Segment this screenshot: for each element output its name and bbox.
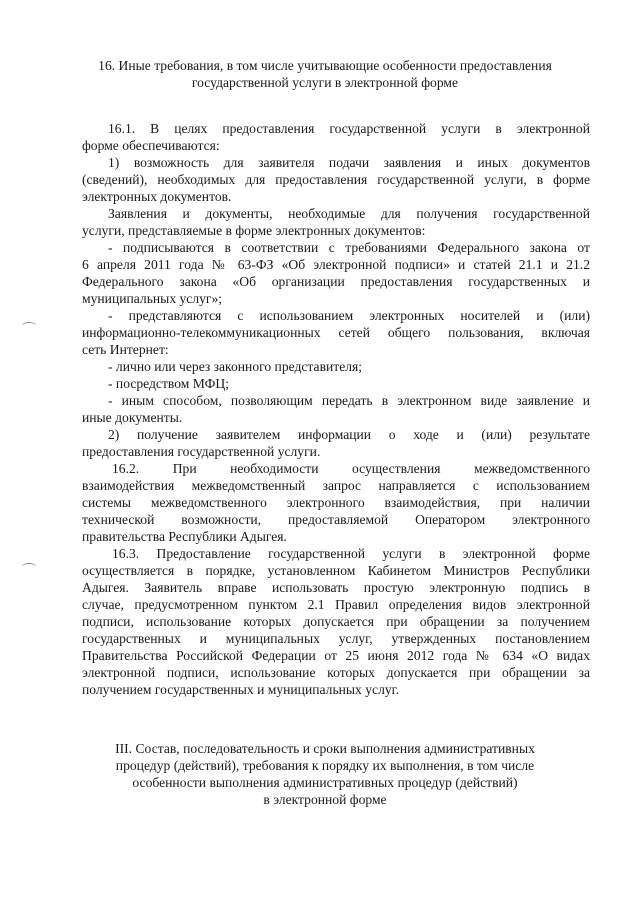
body-line: взаимодействия межведомственный запрос направляется с использованием (82, 478, 590, 493)
body-line: информационно-телекоммуникационных сетей общего пользования, включая (82, 325, 590, 340)
scan-mark (22, 563, 36, 570)
body-line: Правительства Российской Федерации от 25 июня 2012 года № 634 «О видах (82, 648, 590, 663)
body-line: подписи, использование которых допускается при обращении за получением (82, 614, 590, 629)
body-line: государственных и муниципальных услуг, утвержденных постановлением (82, 631, 590, 646)
section-III-heading-line-4: в электронной форме (263, 792, 387, 807)
body-line: муниципальных услуг»; (82, 291, 223, 306)
section-16-heading (60, 57, 590, 91)
body-line: системы межведомственного электронного взаимодействия, при наличии (82, 495, 590, 510)
body-line: 1) возможность для заявителя подачи заявления и иных документов (108, 155, 590, 170)
section-III-heading-line-2: процедур (действий), требования к порядку их выполнения, в том числе (115, 758, 535, 773)
section-III-heading (60, 740, 590, 808)
body-line: 16.2. При необходимости осуществления межведомственного (112, 461, 590, 476)
body-line: - лично или через законного представителя; (108, 359, 363, 374)
section-16-heading-line-1: 16. Иные требования, в том числе учитывающие особенности предоставления (98, 58, 552, 73)
body-line: электронной подписи, использование которых допускается при обращении за (82, 665, 590, 680)
body-line: услуги, представляемые в форме электронных документов: (82, 223, 426, 238)
body-line: осуществляется в порядке, установленном Кабинетом Министров Республики (82, 563, 590, 578)
body-line: - посредством МФЦ; (108, 376, 230, 391)
body-line: получением государственных и муниципальных услуг. (82, 682, 400, 697)
body-line: (сведений), необходимых для предоставления государственной услуги, в форме (82, 172, 590, 187)
body-line: - представляются с использованием электронных носителей и (или) (108, 308, 590, 323)
section-III-heading-line-3: особенности выполнения административных процедур (действий) (132, 775, 518, 790)
body-line: предоставления государственной услуги. (82, 444, 321, 459)
body-line: Федерального закона «Об организации предоставления государственных и (82, 274, 590, 289)
body-line: - иным способом, позволяющим передать в электронном виде заявление и (108, 393, 590, 408)
body-line: Заявления и документы, необходимые для получения государственной (108, 206, 590, 221)
section-16-heading-line-2: государственной услуги в электронной форме (191, 75, 459, 90)
body-line: сеть Интернет: (82, 342, 169, 357)
body-line: - подписываются в соответствии с требованиями Федерального закона от (108, 240, 590, 255)
body-line: Адыгея. Заявитель вправе использовать простую электронную подпись в (82, 580, 590, 595)
body-line: иные документы. (82, 410, 183, 425)
body-line: 16.3. Предоставление государственной услуги в электронной форме (112, 546, 590, 561)
body-line: технической возможности, предоставляемой Оператором электронного (82, 512, 590, 527)
section-III-heading-line-1: III. Состав, последовательность и сроки выполнения административных (115, 741, 535, 756)
body-line: 2) получение заявителем информации о ходе и (или) результате (108, 427, 590, 442)
body-line: 16.1. В целях предоставления государственной услуги в электронной (108, 121, 590, 136)
body-line: правительства Республики Адыгея. (82, 529, 287, 544)
body-line: форме обеспечиваются: (82, 138, 220, 153)
body-line: электронных документов. (82, 189, 232, 204)
body-line: случае, предусмотренном пунктом 2.1 Правил определения видов электронной (82, 597, 590, 612)
scan-mark (22, 322, 36, 329)
body-line: 6 апреля 2011 года № 63-ФЗ «Об электронной подписи» и статей 21.1 и 21.2 (82, 257, 590, 272)
